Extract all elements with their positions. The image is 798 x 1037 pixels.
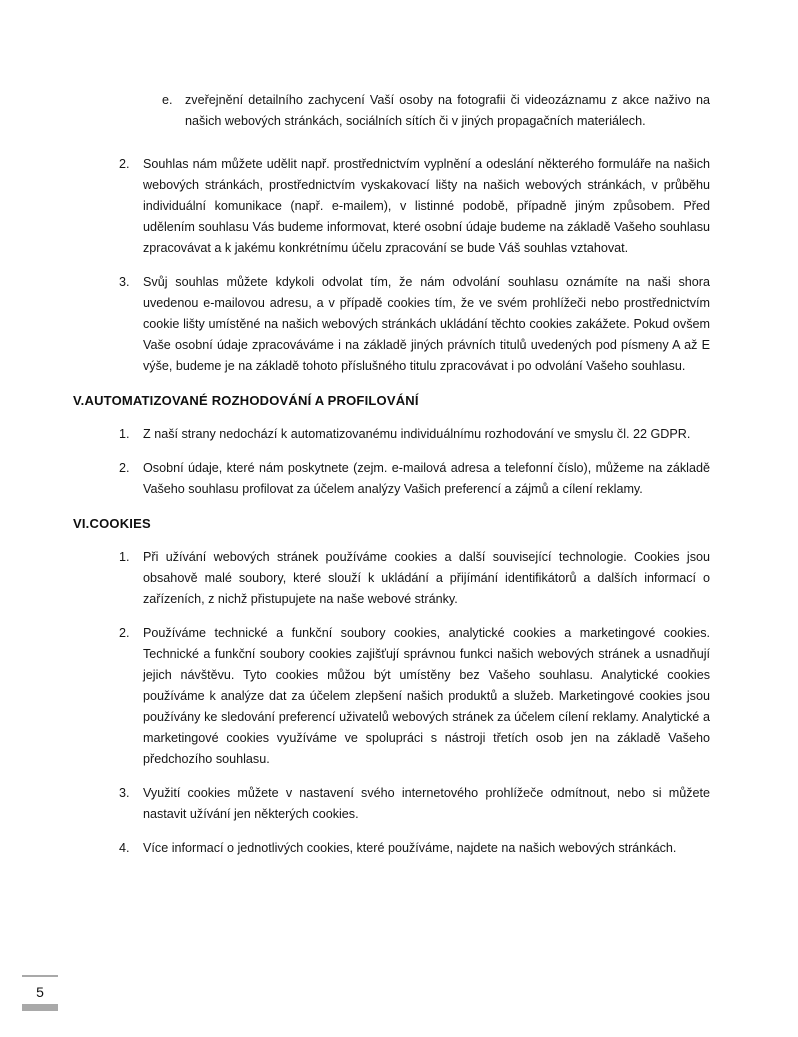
list-item-text: Více informací o jednotlivých cookies, které používáme, najdete na našich webových stránkách. [143,841,677,855]
list-item [0,623,798,770]
list-item-text: Používáme technické a funkční soubory cookies, analytické cookies a marketingové cookies. Technické a funkční soubory cookies zajišťují správnou funkci našich webových stránek a usnadňují jejich návštěvu. Tyto cookies můžou být umístěny bez Vašeho souhlasu. Analytické cookies používáme k analýze dat za účelem zlepšení našich produktů a služeb. Marketingové cookies jsou používány ke sledování preferencí uživatelů webových stránek za účelem cílení reklamy. Analytické a marketingové cookies využíváme ve spolupráci s nástroji třetích osob jen na základě Vašeho předchozího souhlasu. [143,626,710,766]
list-item-marker: 1. [119,427,130,441]
list-item [0,783,798,825]
list-item [0,424,798,445]
list-item-marker: 2. [119,626,130,640]
list-item [0,458,798,500]
list-item [0,838,798,859]
list-item-marker: 3. [119,786,130,800]
page-number: 5 [36,984,44,1000]
list-item [0,547,798,610]
list-item-text: Svůj souhlas můžete kdykoli odvolat tím, že nám odvolání souhlasu oznámíte na naši shora uvedenou e-mailovou adresu, a v případě cookies tím, že ve svém prohlížeči nebo prostřednictvím cookie lišty umístěné na našich webových stránkách ukládání těchto cookies zakážete. Pokud ovšem Vaše osobní údaje zpracováváme i na základě jiných právních titulů uvedených pod písmeny A až E výše, budeme je na základě tohoto příslušného titulu zpracovávat i po odvolání Vašeho souhlasu. [143,275,710,373]
footer-rule-bottom [22,1004,58,1011]
list-item-marker: 3. [119,275,130,289]
list-item-marker: 4. [119,841,130,855]
list-item-text: Při užívání webových stránek používáme cookies a další související technologie. Cookies jsou obsahově malé soubory, které slouží k ukládání a přijímání identifikátorů a dalších informací o zařízeních, z nichž přistupujete na naše webové stránky. [143,550,710,606]
list-item [0,272,798,377]
document-body [0,90,798,872]
list-item-marker: 2. [119,157,130,171]
section-heading-automated-decisions: V.AUTOMATIZOVANÉ ROZHODOVÁNÍ A PROFILOVÁNÍ [73,393,419,408]
list-item-marker: e. [162,93,173,107]
section-heading-cookies: VI.COOKIES [73,516,151,531]
footer-rule-top [22,975,58,977]
list-item [0,90,798,132]
list-item-text: zveřejnění detailního zachycení Vaší osoby na fotografii či videozáznamu z akce naživo na našich webových stránkách, sociálních sítích či v jiných propagačních materiálech. [185,93,710,128]
list-item-text: Z naší strany nedochází k automatizovanému individuálnímu rozhodování ve smyslu čl. 22 GDPR. [143,427,691,441]
list-item [0,154,798,259]
list-item-marker: 1. [119,550,130,564]
list-item-text: Souhlas nám můžete udělit např. prostřednictvím vyplnění a odeslání některého formuláře na našich webových stránkách, prostřednictvím vyskakovací lišty na našich webových stránkách, v průběhu individuální komunikace (např. e-mailem), v listinné podobě, případně jiným způsobem. Před udělením souhlasu Vás budeme informovat, které osobní údaje budeme na základě Vašeho souhlasu zpracovávat a k jakému konkrétnímu účelu zpracování se bude Váš souhlas vztahovat. [143,157,710,255]
list-item-text: Osobní údaje, které nám poskytnete (zejm. e-mailová adresa a telefonní číslo), můžeme na základě Vašeho souhlasu profilovat za účelem analýzy Vašich preferencí a zájmů a cílení reklamy. [143,461,710,496]
list-item-text: Využití cookies můžete v nastavení svého internetového prohlížeče odmítnout, nebo si můžete nastavit užívání jen některých cookies. [143,786,710,821]
list-item-marker: 2. [119,461,130,475]
